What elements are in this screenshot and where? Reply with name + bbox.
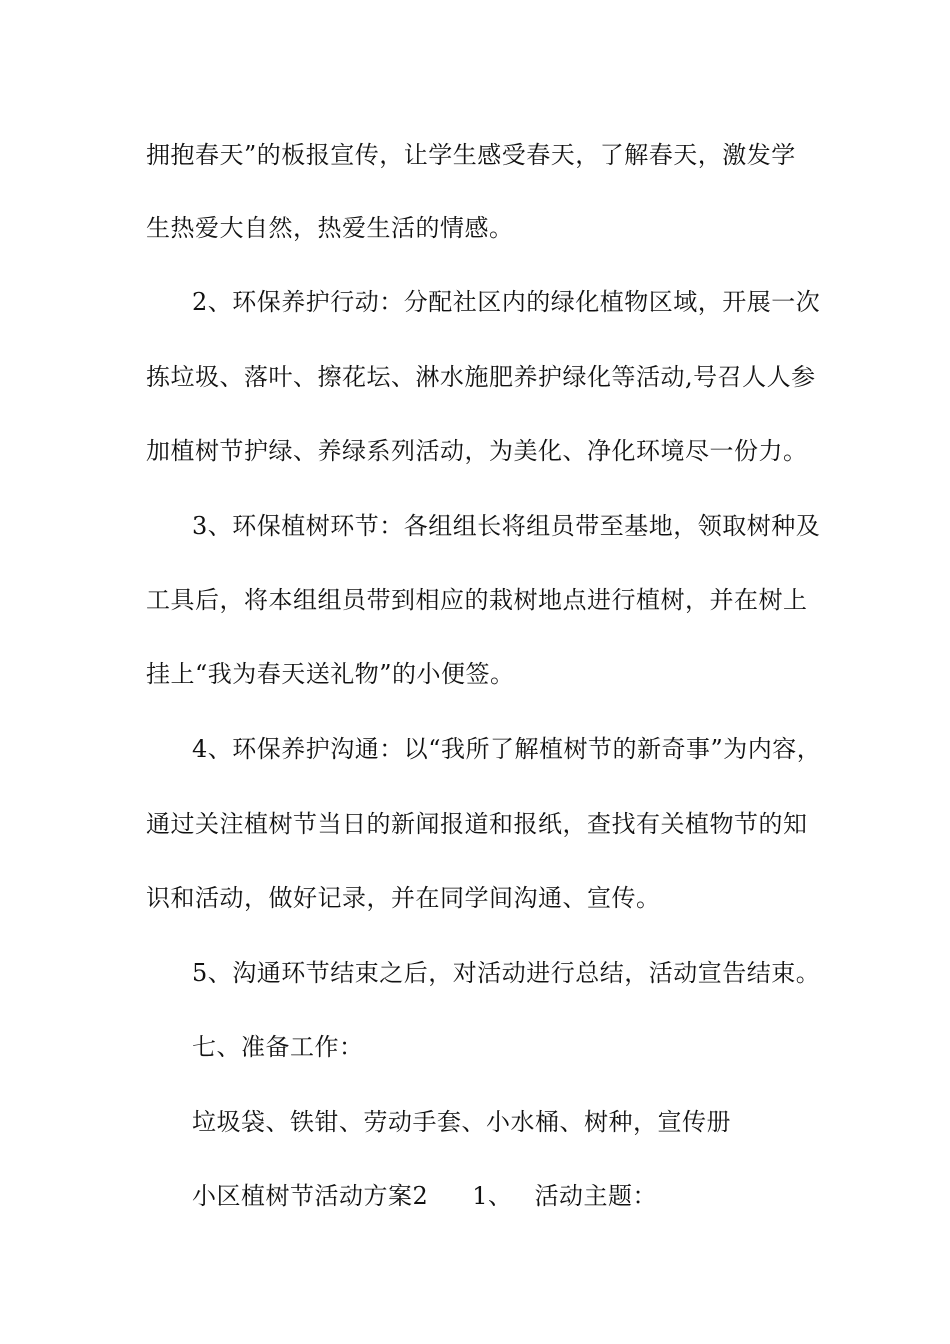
paragraph-line: 挂上“我为春天送礼物”的小便签。 [146, 660, 515, 688]
section-heading: 七、准备工作： [192, 1033, 364, 1061]
item-number: 1、 [472, 1182, 513, 1210]
paragraph-line: 工具后，将本组组员带到相应的栽树地点进行植树，并在树上 [146, 586, 808, 614]
plan-title: 小区植树节活动方案2 [192, 1182, 429, 1210]
paragraph-line: 拥抱春天”的板报宣传，让学生感受春天，了解春天，激发学 [146, 141, 796, 169]
paragraph-line: 加植树节护绿、养绿系列活动，为美化、净化环境尽一份力。 [146, 437, 808, 465]
paragraph-line: 拣垃圾、落叶、擦花坛、淋水施肥养护绿化等活动,号召人人参 [146, 363, 816, 391]
plan-title-line [192, 1181, 657, 1211]
paragraph-line: 识和活动，做好记录，并在同学间沟通、宣传。 [146, 884, 661, 912]
paragraph-line: 3、环保植树环节：各组组长将组员带至基地，领取树种及 [192, 512, 821, 540]
item-text: 活动主题： [534, 1182, 658, 1210]
paragraph-line: 生热爱大自然，热爱生活的情感。 [146, 214, 514, 242]
paragraph-line: 4、环保养护沟通：以“我所了解植树节的新奇事”为内容， [192, 735, 822, 763]
paragraph-line: 2、环保养护行动：分配社区内的绿化植物区域，开展一次 [192, 288, 821, 316]
paragraph-line: 5、沟通环节结束之后，对活动进行总结，活动宣告结束。 [192, 959, 821, 987]
materials-list: 垃圾袋、铁钳、劳动手套、小水桶、树种，宣传册 [192, 1108, 731, 1136]
paragraph-line: 通过关注植树节当日的新闻报道和报纸，查找有关植物节的知 [146, 810, 808, 838]
